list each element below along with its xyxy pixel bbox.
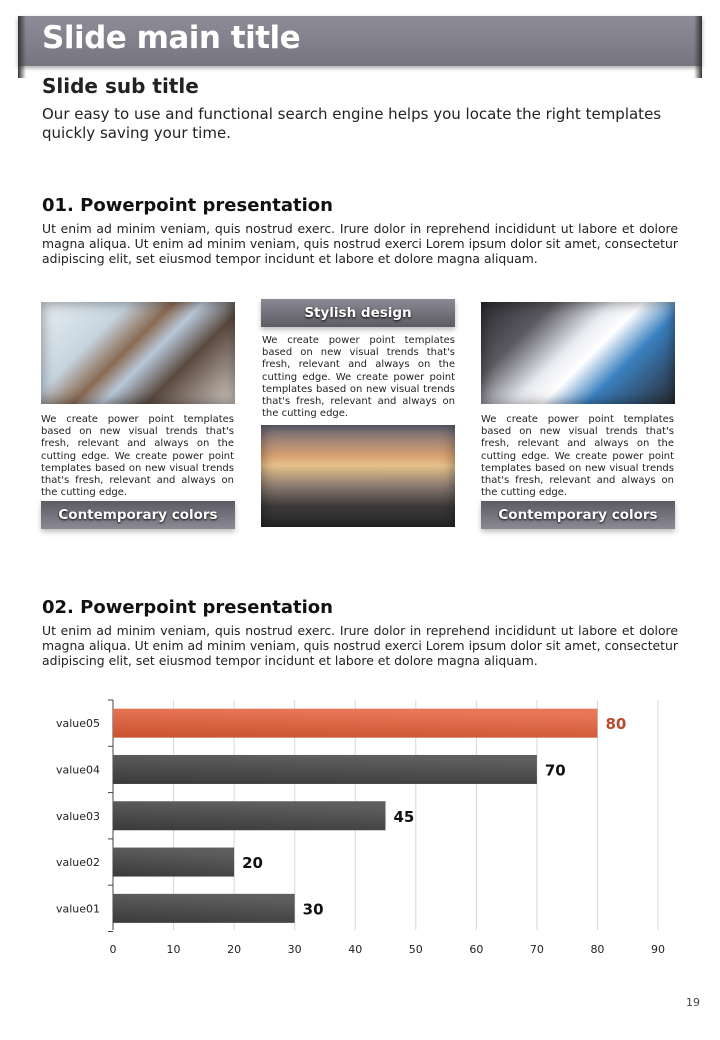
- category-label: value02: [55, 856, 100, 870]
- x-tick-label: 70: [529, 943, 544, 956]
- column1-text: We create power point templates based on new visual trends that's fresh, relevant and always on the cutting edge. We create power point templates based on new visual trends that's fresh, relevant and always on the cutting edge.: [41, 414, 234, 499]
- column3-text: We create power point templates based on new visual trends that's fresh, relevant and always on the cutting edge. We create power point templates based on new visual trends that's fresh, relevant and always on the cutting edge.: [481, 414, 674, 499]
- data-label: 45: [393, 807, 415, 826]
- bar-value01: [113, 894, 295, 923]
- page-title: Slide main title: [42, 20, 301, 56]
- column2-text: We create power point templates based on new visual trends that's fresh, relevant and always on the cutting edge. We create power point templates based on new visual trends that's fresh, relevant and always on the cutting edge.: [262, 335, 455, 420]
- data-label: 70: [544, 761, 566, 780]
- category-label: value03: [55, 809, 100, 823]
- business-team-image: [41, 302, 235, 404]
- x-tick-label: 30: [287, 943, 302, 956]
- bar-chart: [0, 690, 720, 970]
- data-label: 20: [242, 854, 263, 873]
- category-label: value05: [55, 717, 100, 731]
- data-label: 80: [605, 715, 627, 734]
- x-tick-label: 50: [408, 943, 423, 956]
- section1-title: 01. Powerpoint presentation: [42, 195, 333, 216]
- intro-text: Our easy to use and functional search engine helps you locate the right templates quickly saving your time.: [42, 105, 662, 142]
- x-tick-label: 0: [109, 943, 117, 956]
- page-subtitle: Slide sub title: [42, 74, 199, 98]
- bar-value05: [113, 709, 597, 738]
- section2-body: Ut enim ad minim veniam, quis nostrud exerc. Irure dolor in reprehend incididunt ut labore et dolore magna aliqua. Ut enim ad minim veniam, quis nostrud exerci Lorem ipsum dolor sit amet, consectetur adipiscing elit, set eiusmod tempor incidunt et labore et dolore magna aliquam.: [42, 623, 678, 668]
- city-skyline-image: [261, 425, 455, 527]
- column1-label: Contemporary colors: [41, 501, 235, 529]
- column2-label: Stylish design: [261, 299, 455, 327]
- category-label: value01: [55, 902, 100, 916]
- data-label: 30: [302, 900, 324, 919]
- x-tick-label: 10: [166, 943, 181, 956]
- x-tick-label: 40: [348, 943, 363, 956]
- bar-value02: [113, 848, 234, 877]
- section2-title: 02. Powerpoint presentation: [42, 597, 333, 618]
- x-tick-label: 90: [651, 943, 665, 956]
- x-tick-label: 80: [590, 943, 605, 956]
- bar-value03: [113, 801, 386, 830]
- section1-body: Ut enim ad minim veniam, quis nostrud exerc. Irure dolor in reprehend incididunt ut labore et dolore magna aliqua. Ut enim ad minim veniam, quis nostrud exerci Lorem ipsum dolor sit amet, consectetur adipiscing elit, set eiusmod tempor incidunt et labore et dolore magna aliquam.: [42, 221, 678, 266]
- page-number: 19: [686, 996, 700, 1009]
- x-tick-label: 60: [469, 943, 484, 956]
- x-tick-label: 20: [227, 943, 242, 956]
- category-label: value04: [55, 763, 100, 777]
- column3-label: Contemporary colors: [481, 501, 675, 529]
- business-charts-image: [481, 302, 675, 404]
- bar-value04: [113, 755, 537, 784]
